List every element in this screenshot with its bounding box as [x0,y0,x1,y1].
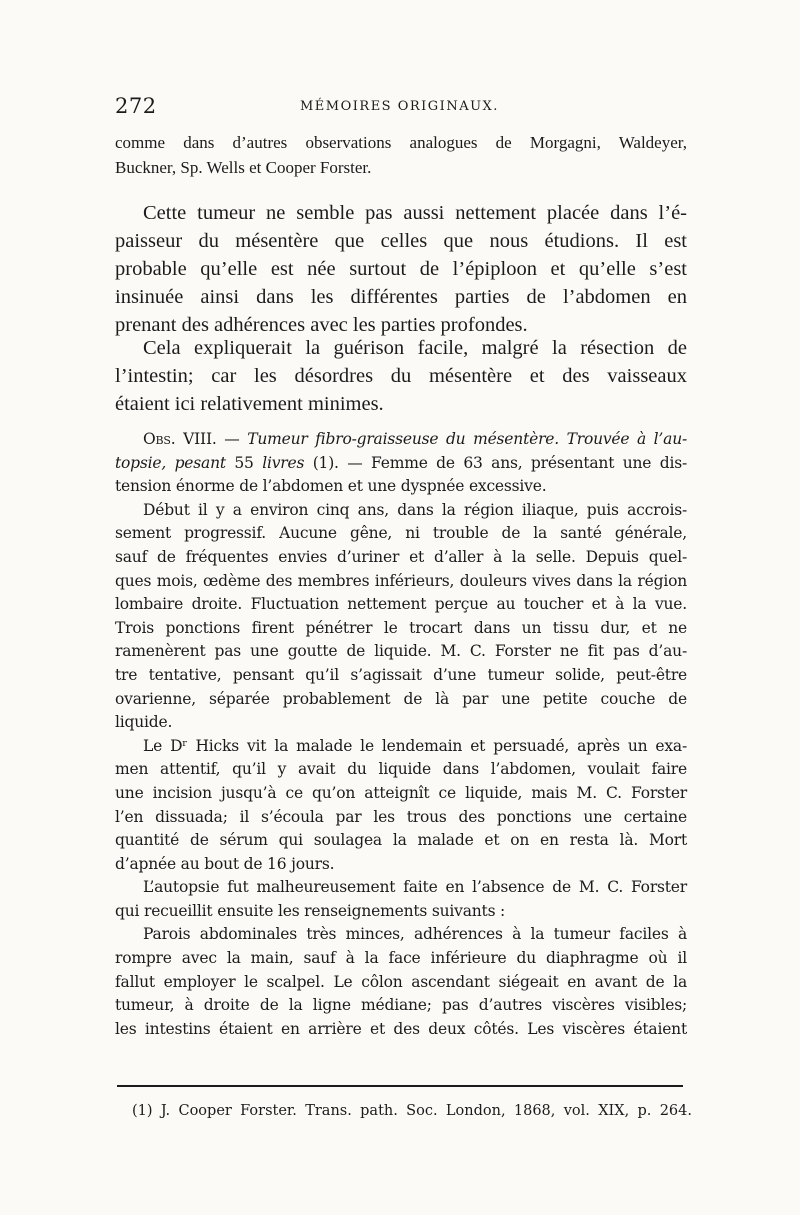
page-header [115,94,687,120]
text-line: fallut employer le scalpel. Le côlon ascendant siégeait en avant de la [115,972,687,991]
text-line: tumeur, à droite de la ligne médiane; pas d’autres viscères visibles; [115,996,687,1015]
paragraph-2 [115,334,687,418]
text-line: Le Dʳ Hicks vit la malade le lendemain et persuadé, après un exa- [143,736,687,755]
footnote-ref: (1). [312,453,339,472]
footnote: (1) J. Cooper Forster. Trans. path. Soc. London, 1868, vol. XIX, p. 264. [132,1103,692,1119]
text-line: quantité de sérum qui soulagea la malade et on en resta là. Mort [115,831,687,850]
text-line: Parois abdominales très minces, adhérences à la tumeur faciles à [143,925,687,944]
running-head: MÉMOIRES ORIGINAUX. [300,99,499,114]
continuation-text [115,130,687,180]
text-line: d’apnée au bout de 16 jours. [115,854,335,873]
text-line: ramenèrent pas une goutte de liquide. M. C. Forster ne fit pas d’au- [115,642,687,661]
text-line: men attentif, qu’il y avait du liquide dans l’abdomen, voulait faire [115,760,687,779]
page-number: 272 [115,94,157,118]
text-line: Trois ponctions firent pénétrer le trocart dans un tissu dur, et ne [115,618,687,637]
text-line: qui recueillit ensuite les renseignements suivants : [115,901,506,920]
text-line: sement progressif. Aucune gêne, ni trouble de la santé générale, [115,524,687,543]
text-line: les intestins étaient en arrière et des deux côtés. Les viscères étaient [115,1019,687,1038]
text-line: rompre avec la main, sauf à la face inférieure du diaphragme où il [115,949,687,968]
text-line: L’autopsie fut malheureusement faite en l’absence de M. C. Forster [143,878,687,897]
text-line: Buckner, Sp. Wells et Cooper Forster. [115,158,372,177]
observation-viii [115,428,687,1041]
obs-summary: — Femme de 63 ans, présentant une dis- [347,453,687,472]
text-line: insinuée ainsi dans les différentes parties de l’abdomen en [115,286,687,308]
obs-title-cont: topsie, pesant [115,453,226,472]
text-line: Cela expliquerait la guérison facile, malgré la résection de [143,337,687,359]
text-line: sauf de fréquentes envies d’uriner et d’aller à la selle. Depuis quel- [115,547,687,566]
text-line: étaient ici relativement minimes. [115,393,384,415]
obs-unit: livres [262,453,305,472]
obs-dash: — [224,430,240,448]
obs-title: Tumeur fibro-graisseuse du mésentère. Trouvée à l’au- [247,430,688,448]
text-line: paisseur du mésentère que celles que nous étudions. Il est [115,230,687,252]
paragraph-1 [115,199,687,339]
text-line: prenant des adhérences avec les parties profondes. [115,314,528,336]
obs-title-line [115,428,687,452]
text-line: probable qu’elle est née surtout de l’épiploon et qu’elle s’est [115,258,687,280]
text-line: tre tentative, pensant qu’il s’agissait d’une tumeur solide, peut-être [115,665,687,684]
text-line: ovarienne, séparée probablement de là par une petite couche de [115,689,687,708]
text-line: l’intestin; car les désordres du mésentère et des vaisseaux [115,365,687,387]
text-line: comme dans d’autres observations analogues de Morgagni, Waldeyer, [115,133,687,152]
obs-title-line-2 [115,452,687,476]
text-line: Cette tumeur ne semble pas aussi nettement placée dans l’é- [143,202,687,224]
footnote-rule [117,1085,683,1087]
text-line: ques mois, œdème des membres inférieurs, douleurs vives dans la région [115,571,687,590]
text-line: une incision jusqu’à ce qu’on atteignît ce liquide, mais M. C. Forster [115,783,687,802]
text-line: liquide. [115,713,173,732]
text-line: lombaire droite. Fluctuation nettement perçue au toucher et à la vue. [115,595,687,614]
obs-number: VIII. [183,430,217,448]
text-line: tension énorme de l’abdomen et une dyspnée excessive. [115,477,547,496]
obs-weight: 55 [234,453,254,472]
obs-label: Obs. [143,430,176,448]
text-line: l’en dissuada; il s’écoula par les trous des ponctions une certaine [115,807,687,826]
text-line: Début il y a environ cinq ans, dans la région iliaque, puis accrois- [143,500,687,519]
